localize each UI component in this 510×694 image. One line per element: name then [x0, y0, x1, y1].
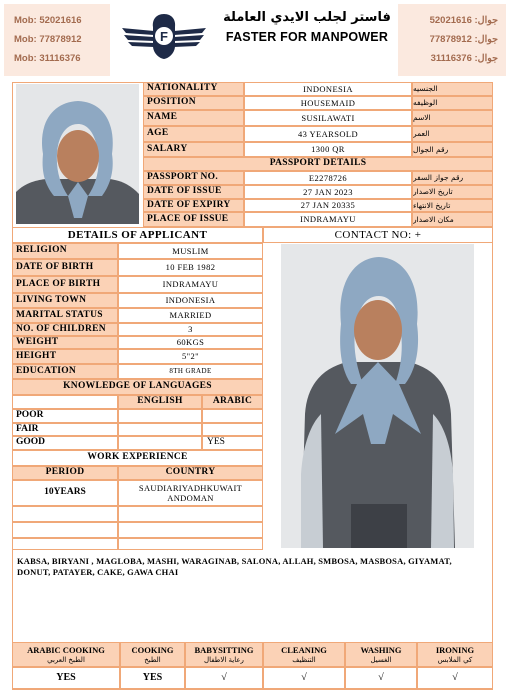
- language-arabic-poor: [202, 409, 263, 423]
- applicant-photo-large: [281, 244, 474, 548]
- language-arabic-fair: [202, 423, 263, 436]
- skill-cooking-header: [120, 642, 185, 667]
- skill-cleaning-value: √: [263, 667, 345, 689]
- contact-number: CONTACT NO: +: [263, 227, 493, 243]
- work-col-country: COUNTRY: [118, 466, 263, 480]
- label-religion: RELIGION: [12, 243, 118, 259]
- value-height: 5"2": [118, 349, 263, 364]
- company-logo: [120, 12, 208, 60]
- label-place-of-birth: PLACE OF BIRTH: [12, 276, 118, 293]
- skill-label-arabic: الطبخ: [144, 656, 161, 664]
- language-arabic-good: YES: [202, 436, 263, 450]
- skill-ironing-header: [417, 642, 493, 667]
- work-row-blank: [118, 538, 263, 550]
- label-education: EDUCATION: [12, 364, 118, 379]
- value-date-of-issue: 27 JAN 2023: [244, 185, 412, 199]
- skill-babysitting-value: √: [185, 667, 263, 689]
- cooking-skills-list: KABSA, BIRYANI , MAGLOBA, MASHI, WARAGINAB, SALONA, ALLAH, SMBOSA, MASBOSA, GIYAMAT, DONUT, PATAYER, CAKE, GAWA CHAI: [17, 556, 452, 577]
- value-education: 8TH GRADE: [118, 364, 263, 379]
- languages-col-english: ENGLISH: [118, 395, 202, 409]
- language-english-good: [118, 436, 202, 450]
- label-nationality-arabic: الجنسيه: [412, 82, 493, 96]
- skill-label: CLEANING: [281, 645, 327, 655]
- label-marital-status: MARITAL STATUS: [12, 308, 118, 323]
- label-place-of-issue: PLACE OF ISSUE: [143, 212, 244, 227]
- mobile-number-arabic: جوال: 77878912: [429, 34, 498, 45]
- value-name: SUSILAWATI: [244, 110, 412, 126]
- passport-details-title: PASSPORT DETAILS: [143, 157, 493, 171]
- skill-arabic-cooking-header: [12, 642, 120, 667]
- label-date-of-expiry-arabic: تاريخ الانتهاء: [412, 199, 493, 212]
- skill-cleaning-header: [263, 642, 345, 667]
- label-weight: WEIGHT: [12, 336, 118, 349]
- label-position-arabic: الوظيفه: [412, 96, 493, 110]
- header-mobile-box-left: [4, 4, 110, 76]
- languages-col-arabic: ARABIC: [202, 395, 263, 409]
- label-date-of-issue: DATE OF ISSUE: [143, 185, 244, 199]
- languages-title: KNOWLEDGE OF LANGUAGES: [12, 379, 263, 395]
- value-position: HOUSEMAID: [244, 96, 412, 110]
- label-height: HEIGHT: [12, 349, 118, 364]
- work-experience-title: WORK EXPERIENCE: [12, 450, 263, 466]
- mobile-number: Mob: 77878912: [14, 34, 82, 45]
- work-col-period: PERIOD: [12, 466, 118, 480]
- label-date-of-birth: DATE OF BIRTH: [12, 259, 118, 276]
- value-marital-status: MARRIED: [118, 308, 263, 323]
- value-age: 43 YEARSOLD: [244, 126, 412, 142]
- value-nationality: INDONESIA: [244, 82, 412, 96]
- skill-label-arabic: كي الملابس: [437, 656, 473, 664]
- skill-arabic-cooking-value: YES: [12, 667, 120, 689]
- language-english-fair: [118, 423, 202, 436]
- label-name-arabic: الاسم: [412, 110, 493, 126]
- work-row-blank: [12, 506, 118, 522]
- value-salary: 1300 QR: [244, 142, 412, 157]
- label-position: POSITION: [143, 96, 244, 110]
- skill-label-arabic: الطبخ العربي: [47, 656, 85, 664]
- value-passport-no: E2278726: [244, 171, 412, 185]
- skill-label: ARABIC COOKING: [27, 645, 105, 655]
- header-mobile-box-right: [398, 4, 506, 76]
- language-level-good: GOOD: [12, 436, 118, 450]
- logo-letter: F: [160, 29, 168, 44]
- label-date-of-expiry: DATE OF EXPIRY: [143, 199, 244, 212]
- skill-washing-header: [345, 642, 417, 667]
- mobile-number: Mob: 31116376: [14, 53, 81, 64]
- value-date-of-birth: 10 FEB 1982: [118, 259, 263, 276]
- applicant-photo-small: [16, 84, 139, 224]
- value-weight: 60KGS: [118, 336, 263, 349]
- label-place-of-issue-arabic: مكان الاصدار: [412, 212, 493, 227]
- value-place-of-birth: INDRAMAYU: [118, 276, 263, 293]
- label-living-town: LIVING TOWN: [12, 293, 118, 308]
- value-no-of-children: 3: [118, 323, 263, 336]
- value-place-of-issue: INDRAMAYU: [244, 212, 412, 227]
- details-of-applicant-title: DETAILS OF APPLICANT: [12, 227, 263, 243]
- skill-cooking-value: YES: [120, 667, 185, 689]
- label-salary-arabic: رقم الجوال: [412, 142, 493, 157]
- work-period-value: 10YEARS: [12, 480, 118, 506]
- label-age-arabic: العمر: [412, 126, 493, 142]
- skill-washing-value: √: [345, 667, 417, 689]
- label-passport-no: PASSPORT NO.: [143, 171, 244, 185]
- language-level-poor: POOR: [12, 409, 118, 423]
- mobile-number-arabic: جوال: 52021616: [429, 15, 498, 26]
- work-row-blank: [118, 506, 263, 522]
- work-country-value: SAUDIARIYADHKUWAIT ANDOMAN: [118, 480, 263, 506]
- mobile-number-arabic: جوال: 31116376: [430, 53, 498, 64]
- skill-label: WASHING: [360, 645, 402, 655]
- skill-label-arabic: رعاية الاطفال: [204, 656, 244, 664]
- company-title-arabic: فاستر لجلب الايدي العاملة: [223, 10, 391, 25]
- work-row-blank: [12, 538, 118, 550]
- label-nationality: NATIONALITY: [143, 82, 244, 96]
- label-age: AGE: [143, 126, 244, 142]
- skill-label-arabic: الغسيل: [370, 656, 392, 664]
- label-name: NAME: [143, 110, 244, 126]
- work-row-blank: [12, 522, 118, 538]
- label-date-of-issue-arabic: تاريخ الاصدار: [412, 185, 493, 199]
- skill-label: IRONING: [435, 645, 475, 655]
- value-date-of-expiry: 27 JAN 20335: [244, 199, 412, 212]
- language-english-poor: [118, 409, 202, 423]
- languages-header-blank: [12, 395, 118, 409]
- language-level-fair: FAIR: [12, 423, 118, 436]
- label-no-of-children: NO. OF CHILDREN: [12, 323, 118, 336]
- company-title-english: FASTER FOR MANPOWER: [225, 30, 389, 44]
- label-passport-no-arabic: رقم جواز السفر: [412, 171, 493, 185]
- skill-babysitting-header: [185, 642, 263, 667]
- label-salary: SALARY: [143, 142, 244, 157]
- work-row-blank: [118, 522, 263, 538]
- skill-label: COOKING: [131, 645, 174, 655]
- skill-ironing-value: √: [417, 667, 493, 689]
- skill-label-arabic: التنظيف: [292, 656, 316, 664]
- skill-label: BABYSITTING: [194, 645, 254, 655]
- mobile-number: Mob: 52021616: [14, 15, 82, 26]
- value-living-town: INDONESIA: [118, 293, 263, 308]
- value-religion: MUSLIM: [118, 243, 263, 259]
